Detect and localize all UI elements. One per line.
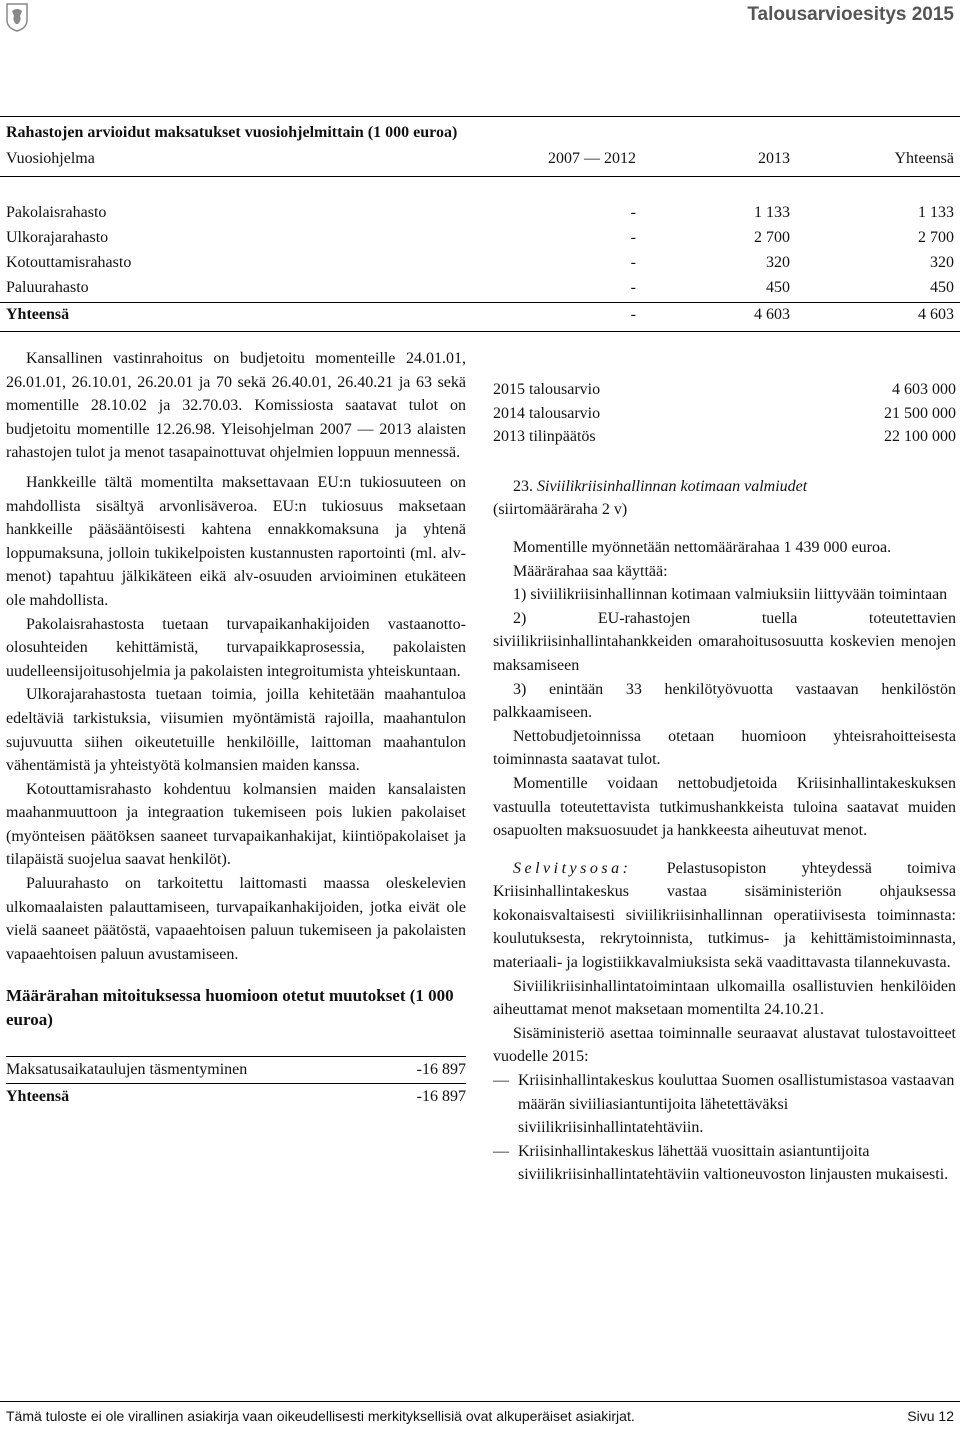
- right-column: [493, 378, 956, 1187]
- table-header-2007-2012: 2007 — 2012: [548, 150, 636, 167]
- table-cell: -: [630, 229, 636, 246]
- dash-bullet: —: [493, 1072, 509, 1090]
- table-cell: -: [630, 279, 636, 296]
- table-row: [6, 227, 954, 249]
- table-header-row: [6, 148, 954, 170]
- changes-table: [6, 1056, 466, 1110]
- table-top-rule: [0, 116, 960, 117]
- dash-bullet: —: [493, 1142, 509, 1160]
- table-total-label: Yhteensä: [6, 306, 70, 323]
- table-cell: 320: [766, 254, 790, 271]
- list-item: [493, 1069, 956, 1140]
- budget-value: 21 500 000: [884, 404, 956, 422]
- table-cell: 2 700: [754, 229, 790, 246]
- section-subtitle: (siirtomääräraha 2 v): [493, 501, 628, 519]
- section-heading: [493, 475, 956, 499]
- table-total-cell: -: [630, 306, 636, 323]
- budget-label: 2014 talousarvio: [493, 404, 601, 422]
- paragraph: Määrärahaa saa käyttää:: [513, 562, 668, 580]
- table-cell: 1 133: [754, 204, 790, 221]
- table-row: [6, 1057, 466, 1083]
- paragraph: Nettobudjetoinnissa otetaan huomioon yhteisrahoitteisesta toiminnasta saatavat tulot.: [493, 727, 956, 769]
- changes-total-row: [6, 1083, 466, 1110]
- table-header-rule: [0, 176, 960, 177]
- goal-text: Kriisinhallintakeskus lähettää vuosittain asiantuntijoita siviilikriisinhallintatehtäviin valtioneuvoston linjausten mukaisesti.: [518, 1142, 949, 1184]
- changes-total-label: Yhteensä: [6, 1088, 70, 1106]
- changes-label: Maksatusaikataulujen täsmentyminen: [6, 1061, 248, 1079]
- selvitys-label: Selvitysosa:: [513, 859, 632, 877]
- table-cell-name: Pakolaisrahasto: [6, 204, 107, 221]
- document-title: Talousarvioesitys 2015: [747, 4, 954, 25]
- paragraph: 3) enintään 33 henkilötyövuotta vastaavan henkilöstön palkkaamiseen.: [493, 680, 956, 722]
- budget-row: [493, 378, 956, 402]
- table-cell-name: Paluurahasto: [6, 279, 89, 296]
- paragraph: Paluurahasto on tarkoitettu laittomasti maassa oleskelevien ulkomaalaisten palauttamiseen, turvapaikanhakijoiden, jotka eivät ole vielä saaneet päätöstä, vapaaehtoisen paluun tukemiseen ja pakolaisten vapaaehtoisen paluun avustamiseen.: [6, 875, 466, 963]
- budget-row: [493, 425, 956, 449]
- table-header-program: Vuosiohjelma: [6, 150, 95, 167]
- table-cell: 450: [766, 279, 790, 296]
- table-total-row: [6, 304, 954, 326]
- list-item: [493, 1140, 956, 1187]
- goal-text: Kriisinhallintakeskus kouluttaa Suomen osallistumistasoa vastaavan määrän siviiliasiantuntijoita lähetettäväksi siviilikriisinhallintatehtäviin.: [518, 1072, 955, 1137]
- table-bottom-rule: [0, 331, 960, 332]
- table-title: Rahastojen arvioidut maksatukset vuosiohjelmittain (1 000 euroa): [6, 124, 458, 141]
- table-cell-name: Kotouttamisrahasto: [6, 254, 132, 271]
- table-cell: -: [630, 204, 636, 221]
- page-number: Sivu 12: [907, 1408, 954, 1424]
- paragraph: Hankkeille tältä momentilta maksettavaan EU:n tukiosuuteen on mahdollista sisältyä arvonlisäveroa. EU:n tukiosuus maksetaan hankkeille pääsääntöisesti kahtena ennakkomaksuna ja yhtenä loppumaksuna, jolloin tukikelpoisten kustannusten raportointi (ml. alv-menot) tapahtuu jälkikäteen eikä alv-osuuden arvioiminen etukäteen ole mahdollista.: [6, 473, 466, 609]
- section-number: 23.: [513, 477, 533, 495]
- table-cell: 450: [930, 279, 954, 296]
- table-row: [6, 202, 954, 224]
- table-cell-name: Ulkorajarahasto: [6, 229, 109, 246]
- table-row: [6, 252, 954, 274]
- table-cell: 320: [930, 254, 954, 271]
- selvitys-paragraph: [493, 857, 956, 975]
- budget-row: [493, 402, 956, 426]
- changes-total-value: -16 897: [416, 1088, 466, 1106]
- budget-label: 2015 talousarvio: [493, 381, 601, 398]
- budget-value: 22 100 000: [884, 428, 956, 446]
- paragraph: Pakolaisrahastosta tuetaan turvapaikanhakijoiden vastaanotto-olosuhteiden kehittämistä, turvapaikkaprosessia, pakolaisten uudelleensijoitusohjelmia ja pakolaisten integroitumista yhteiskuntaan.: [6, 615, 466, 680]
- paragraph: 1) siviilikriisinhallinnan kotimaan valmiuksiin liittyvään toimintaan: [513, 586, 948, 604]
- footer: [6, 1408, 954, 1424]
- table-header-total: Yhteensä: [894, 150, 954, 167]
- footer-rule: [0, 1401, 960, 1402]
- paragraph: Kansallinen vastinrahoitus on budjetoitu momenteille 24.01.01, 26.01.01, 26.10.01, 26.20.01 ja 70 sekä 26.40.01, 26.40.21 ja 63 sekä momentille 28.10.02 ja 32.70.03. Komissiosta saatavat tulot on budjetoitu momentille 12.26.98. Yleisohjelman 2007 — 2013 alaisten rahastojen tulot ja menot tasapainottuvat ohjelmien loppuun mennessä.: [6, 350, 466, 462]
- table-cell: 2 700: [918, 229, 954, 246]
- table-total-rule: [0, 302, 960, 303]
- changes-heading: Määrärahan mitoituksessa huomioon otetut muutokset (1 000 euroa): [6, 986, 454, 1030]
- paragraph: Siviilikriisinhallintatoimintaan ulkomailla osallistuvien henkilöiden aiheuttamat menot maksetaan momentilta 24.10.21.: [493, 977, 956, 1019]
- paragraph: Ulkorajarahastosta tuetaan toimia, joilla kehitetään maahantuloa edeltäviä tarkistuksia, viisumien myöntämistä rajoilla, maahantulon sujuvuutta siihen oikeutetuille henkilöille, laittoman maahantulon vähentämistä ja yhteistyötä kolmansien maiden kanssa.: [6, 686, 466, 775]
- paragraph: Momentille voidaan nettobudjetoida Kriisinhallintakeskuksen vastuulla toteutettavista tutkimushankkeista tuloina saatavat muiden osapuolten maksuosuudet ja hankkeesta aiheutuvat menot.: [493, 774, 956, 840]
- table-cell: 1 133: [918, 204, 954, 221]
- table-row: [6, 277, 954, 299]
- footer-disclaimer: Tämä tuloste ei ole virallinen asiakirja vaan oikeudellisesti merkityksellisiä ovat alkuperäiset asiakirjat.: [6, 1408, 635, 1424]
- paragraph: Sisäministeriö asettaa toiminnalle seuraavat alustavat tulostavoitteet vuodelle 2015:: [493, 1024, 956, 1066]
- section-title: Siviilikriisinhallinnan kotimaan valmiudet: [537, 477, 808, 495]
- paragraph: 2) EU-rahastojen tuella toteutettavien siviilikriisinhallintahankkeiden omarahoitusosuutta koskevien menojen maksamiseen: [493, 609, 956, 674]
- left-column: [6, 347, 466, 1110]
- paragraph: Kotouttamisrahasto kohdentuu kolmansien maiden kansalaisten maahanmuuttoon ja integraation tukemiseen pois lukien pakolaiset (myönteisen päätöksen saaneet turvapaikanhakijat, kiintiöpakolaiset ja tilapäistä suojelua saavat henkilöt).: [6, 780, 466, 869]
- budget-value: 4 603 000: [892, 381, 956, 398]
- lion-crest-icon: [5, 2, 29, 32]
- paragraph: Momentille myönnetään nettomäärärahaa 1 439 000 euroa.: [513, 538, 892, 556]
- budget-label: 2013 tilinpäätös: [493, 428, 596, 446]
- table-total-cell: 4 603: [918, 306, 954, 323]
- table-header-2013: 2013: [758, 150, 790, 167]
- changes-value: -16 897: [416, 1061, 466, 1079]
- selvitys-text: Pelastusopiston yhteydessä toimiva Kriisinhallintakeskus vastaa sisäministeriön ohjauksessa kokonaisvaltaisesti siviilikriisinhallinnan operatiivisesta toiminnasta: koulutuksesta, rekrytoinnista, tutkimus- ja kehittämistoiminnasta, materiaali- ja logistiikkavalmiuksista sekä vaadittavasta tilannekuvasta.: [493, 859, 956, 972]
- table-cell: -: [630, 254, 636, 271]
- table-total-cell: 4 603: [754, 306, 790, 323]
